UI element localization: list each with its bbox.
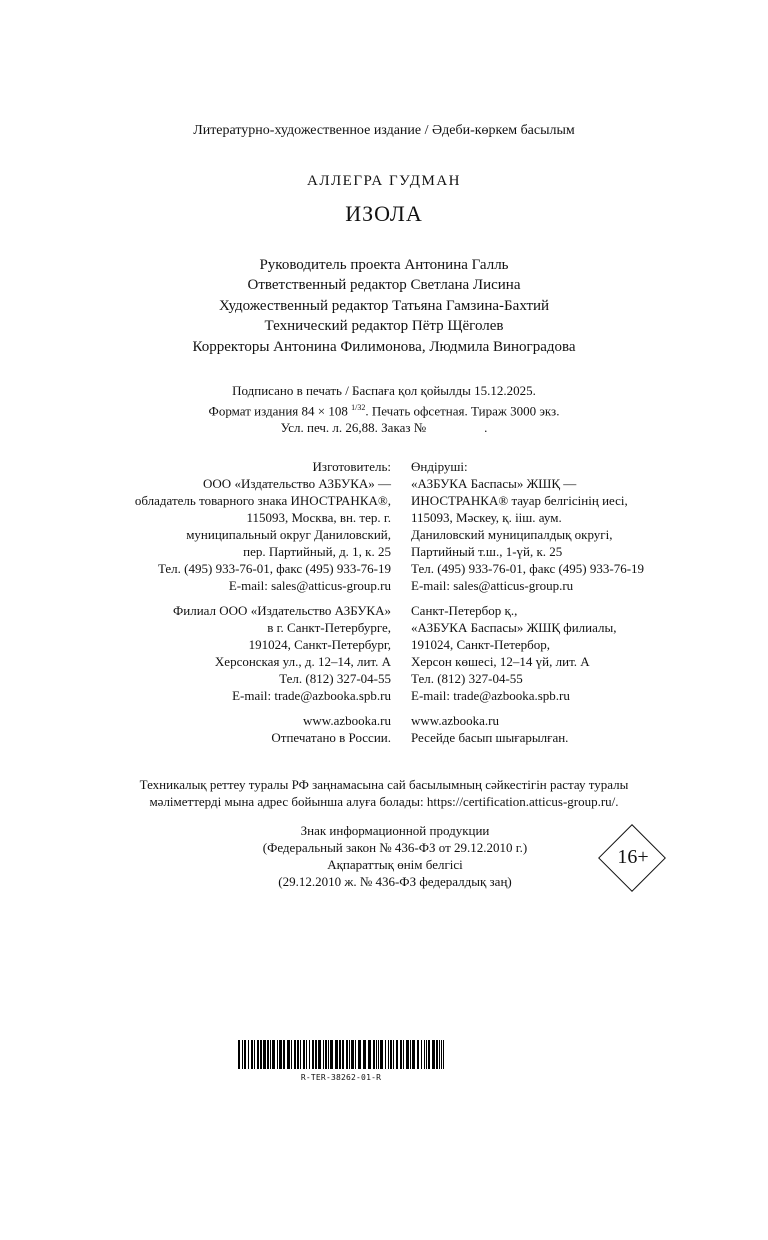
imprint-line: 191024, Санкт-Петербург, [248, 637, 391, 652]
barcode-bar [330, 1040, 333, 1069]
barcode-bar [403, 1040, 404, 1069]
barcode-bar [300, 1040, 301, 1069]
barcode-bar [424, 1040, 425, 1069]
barcode-bar [248, 1040, 249, 1069]
imprint-line: E-mail: trade@azbooka.spb.ru [232, 688, 391, 703]
print-format-line [0, 399, 768, 419]
imprint-line: «АЗБУКА Баспасы» ЖШҚ филиалы, [411, 620, 617, 635]
imprint-line: Партийный т.ш., 1-үй, к. 25 [411, 544, 563, 559]
barcode-bar [283, 1040, 285, 1069]
barcode-bar [323, 1040, 324, 1069]
barcode-bar [267, 1040, 269, 1069]
imprint-left-column [135, 458, 391, 746]
certification-note [0, 776, 768, 810]
barcode-bar [328, 1040, 329, 1069]
barcode-bar [297, 1040, 299, 1069]
barcode-bar [270, 1040, 271, 1069]
barcode-bar [349, 1040, 350, 1069]
age-rating-label: 16+ [617, 846, 649, 868]
barcode-bar [238, 1040, 240, 1069]
print-signed-line: Подписано в печать / Баспаға қол қойылды 15.12.2025. [232, 383, 536, 398]
info-line: Знак информационной продукции [300, 823, 490, 838]
barcode-bar [306, 1040, 307, 1069]
barcode-bar [251, 1040, 253, 1069]
imprint-line: ООО «Издательство АЗБУКА» — [203, 476, 391, 491]
order-text: Усл. печ. л. 26,88. Заказ № [280, 420, 427, 436]
credit-line: Корректоры Антонина Филимонова, Людмила Виноградова [192, 338, 576, 355]
barcode-bar [325, 1040, 327, 1069]
barcode-bar [410, 1040, 411, 1069]
imprint-line: www.azbooka.ru [303, 713, 391, 728]
barcode-bar [421, 1040, 422, 1069]
barcode-bar [368, 1040, 371, 1069]
barcode-bar [303, 1040, 305, 1069]
barcode-bar [315, 1040, 317, 1069]
barcode-bar [355, 1040, 356, 1069]
barcode-bar [439, 1040, 440, 1069]
barcode-bar [318, 1040, 321, 1069]
imprint-line: Ресейде басып шығарылған. [411, 730, 569, 745]
barcode-bar [263, 1040, 266, 1069]
barcode-bar [257, 1040, 259, 1069]
barcode-bar [400, 1040, 402, 1069]
barcode-bar [309, 1040, 310, 1069]
barcode-bar [287, 1040, 290, 1069]
barcode-bar [346, 1040, 348, 1069]
imprint-line: Филиал ООО «Издательство АЗБУКА» [172, 603, 391, 618]
imprint-line: Херсонская ул., д. 12–14, лит. А [214, 654, 391, 669]
barcode-bar [378, 1040, 379, 1069]
spacer [411, 594, 644, 602]
barcode-icon [238, 1040, 444, 1069]
barcode-bar [417, 1040, 419, 1069]
imprint-line: E-mail: trade@azbooka.spb.ru [411, 688, 570, 703]
age-rating-badge [598, 824, 668, 894]
imprint-line: в г. Санкт-Петербурге, [267, 620, 391, 635]
imprint-line: 115093, Мәскеу, қ. ііш. аум. [411, 510, 562, 525]
imprint-line: 115093, Москва, вн. тер. г. [246, 510, 391, 525]
imprint-line: E-mail: sales@atticus-group.ru [228, 578, 391, 593]
barcode-bar [277, 1040, 278, 1069]
imprint-line: Тел. (495) 933-76-01, факс (495) 933-76-19 [411, 561, 645, 576]
barcode-bar [441, 1040, 442, 1069]
format-text: Формат издания 84 × 108 [208, 403, 352, 419]
spacer [135, 594, 391, 602]
barcode-bar [294, 1040, 296, 1069]
imprint-line: Херсон көшесі, 12–14 үй, лит. А [411, 654, 590, 669]
barcode-bar [380, 1040, 383, 1069]
barcode-bar [358, 1040, 361, 1069]
spacer [135, 704, 391, 712]
imprint-line: 191024, Санкт-Петербор, [411, 637, 551, 652]
barcode-bar [363, 1040, 366, 1069]
credit-line: Технический редактор Пётр Щёголев [264, 318, 504, 335]
cert-line: Техникалық реттеу туралы РФ заңнамасына сай басылымның сәйкестігін растау туралы [139, 777, 629, 792]
imprint-line: Отпечатано в России. [271, 730, 391, 745]
barcode-bar [412, 1040, 415, 1069]
spacer [411, 704, 644, 712]
imprint-line: Санкт-Петербор қ., [411, 603, 518, 618]
barcode-bar [244, 1040, 246, 1069]
info-line: (29.12.2010 ж. № 436-ФЗ федералдық заң) [278, 874, 512, 889]
barcode-bar [393, 1040, 394, 1069]
barcode-bar [432, 1040, 435, 1069]
barcode-bar [373, 1040, 375, 1069]
barcode-bar [351, 1040, 354, 1069]
imprint-line: «АЗБУКА Баспасы» ЖШҚ — [411, 476, 577, 491]
imprint-line: обладатель товарного знака ИНОСТРАНКА®, [134, 493, 391, 508]
barcode-bar [390, 1040, 392, 1069]
imprint-line: E-mail: sales@atticus-group.ru [411, 578, 574, 593]
info-line: Ақпараттық өнім белгісі [327, 857, 463, 872]
credit-line: Художественный редактор Татьяна Гамзина-Бахтий [218, 297, 550, 314]
imprint-line: пер. Партийный, д. 1, к. 25 [243, 544, 391, 559]
credit-line: Руководитель проекта Антонина Галль [259, 257, 509, 273]
imprint-line: Тел. (495) 933-76-01, факс (495) 933-76-19 [157, 561, 391, 576]
barcode-bar [279, 1040, 282, 1069]
barcode-bar [428, 1040, 430, 1069]
barcode-bar [396, 1040, 398, 1069]
barcode-label: R-TER-38262-01-R [300, 1073, 382, 1082]
barcode-bar [335, 1040, 338, 1069]
editorial-credits [0, 255, 768, 357]
barcode-bar [443, 1040, 444, 1069]
imprint-line: Өндіруші: [411, 459, 468, 474]
imprint-line: www.azbooka.ru [411, 713, 499, 728]
book-title: ИЗОЛА [345, 201, 423, 226]
barcode-bar [291, 1040, 292, 1069]
format-fraction: 1/32 [351, 403, 366, 412]
info-line: (Федеральный закон № 436-ФЗ от 29.12.2010 г.) [262, 840, 528, 855]
barcode-bar [385, 1040, 386, 1069]
imprint-line: Изготовитель: [312, 459, 391, 474]
barcode-bar [339, 1040, 341, 1069]
info-product-mark [200, 822, 590, 890]
barcode-bar [406, 1040, 409, 1069]
barcode-bar [312, 1040, 314, 1069]
format-rest: . Печать офсетная. Тираж 3000 экз. [365, 403, 560, 419]
barcode-bar [260, 1040, 262, 1069]
print-info [0, 382, 768, 436]
barcode-bar [272, 1040, 275, 1069]
author-name: АЛЛЕГРА ГУДМАН [306, 173, 462, 189]
barcode-bar [254, 1040, 255, 1069]
imprint-line: Даниловский муниципалдық округі, [411, 527, 613, 542]
imprint-line: муниципальный округ Даниловский, [186, 527, 391, 542]
imprint-right-column [411, 458, 644, 746]
barcode-bar [388, 1040, 389, 1069]
barcode-bar [242, 1040, 243, 1069]
barcode-bar [436, 1040, 438, 1069]
barcode-bar [376, 1040, 377, 1069]
order-end: . [484, 420, 488, 436]
imprint-line: Тел. (812) 327-04-55 [411, 671, 523, 686]
print-order-line [0, 419, 768, 436]
barcode-bar [342, 1040, 344, 1069]
barcode-bar [426, 1040, 427, 1069]
imprint-line: Тел. (812) 327-04-55 [279, 671, 391, 686]
credit-line: Ответственный редактор Светлана Лисина [247, 277, 521, 294]
cert-line: мәліметтерді мына адрес бойынша алуға болады: https://certification.atticus-group.ru/. [149, 794, 619, 809]
imprint-line: ИНОСТРАНКА® тауар белгісінің иесі, [411, 493, 628, 508]
publication-type: Литературно-художественное издание / Әдеби-көркем басылым [193, 123, 575, 138]
